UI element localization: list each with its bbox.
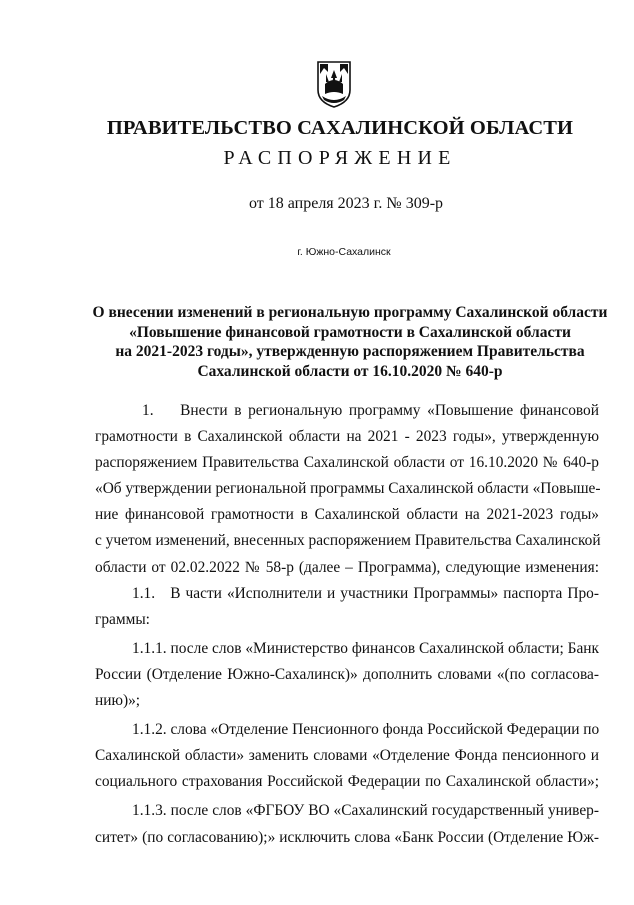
heading-line: О внесении изменений в региональную программу Сахалинской области xyxy=(92,304,608,321)
body-line: 1.1. В части «Исполнители и участники Программы» паспорта Про- xyxy=(132,584,599,602)
document-date: от 18 апреля 2023 г. № 309-р xyxy=(248,195,444,212)
heading-line: «Повышение финансовой грамотности в Сахалинской области xyxy=(129,323,571,341)
document-type: РАСПОРЯЖЕНИЕ xyxy=(223,147,457,169)
document-city: г. Южно-Сахалинск xyxy=(297,246,391,258)
body-line: 1. Внести в региональную программу «Повышение финансовой xyxy=(142,402,599,419)
body-line: 1.1.3. после слов «ФГБОУ ВО «Сахалинский государственный универ- xyxy=(132,802,599,820)
body-line: ние финансовой грамотности в Сахалинской области на 2021-2023 годы» xyxy=(95,506,599,524)
body-line: области от 02.02.2022 № 58-р (далее – Программа), следующие изменения: xyxy=(95,558,599,576)
coat-of-arms-icon xyxy=(314,60,354,108)
body-line: грамотности в Сахалинской области на 2021 - 2023 годы», утвержденную xyxy=(95,428,599,446)
heading-line: на 2021-2023 годы», утвержденную распоряжением Правительства xyxy=(115,343,585,360)
body-line: «Об утверждении региональной программы Сахалинской области «Повыше- xyxy=(95,480,601,498)
body-line: распоряжением Правительства Сахалинской области от 16.10.2020 № 640-р xyxy=(95,454,599,472)
document-heading xyxy=(90,303,610,381)
body-line: граммы: xyxy=(95,610,150,628)
document-body xyxy=(95,398,599,851)
body-line: России (Отделение Южно-Сахалинск)» дополнить словами «(по согласова- xyxy=(95,665,599,683)
government-title: ПРАВИТЕЛЬСТВО САХАЛИНСКОЙ ОБЛАСТИ xyxy=(106,117,574,139)
body-line: ситет» (по согласованию);» исключить слова «Банк России (Отделение Юж- xyxy=(95,828,599,846)
body-line: с учетом изменений, внесенных распоряжением Правительства Сахалинской xyxy=(95,532,601,550)
body-line: социального страхования Российской Федерации по Сахалинской области»; xyxy=(95,773,599,791)
body-line: 1.1.2. слова «Отделение Пенсионного фонда Российской Федерации по xyxy=(132,721,600,739)
body-line: 1.1.1. после слов «Министерство финансов Сахалинской области; Банк xyxy=(132,639,599,657)
heading-line: Сахалинской области от 16.10.2020 № 640-р xyxy=(197,362,503,380)
body-line: нию)»; xyxy=(95,692,141,710)
body-line: Сахалинской области» заменить словами «Отделение Фонда пенсионного и xyxy=(95,747,599,765)
